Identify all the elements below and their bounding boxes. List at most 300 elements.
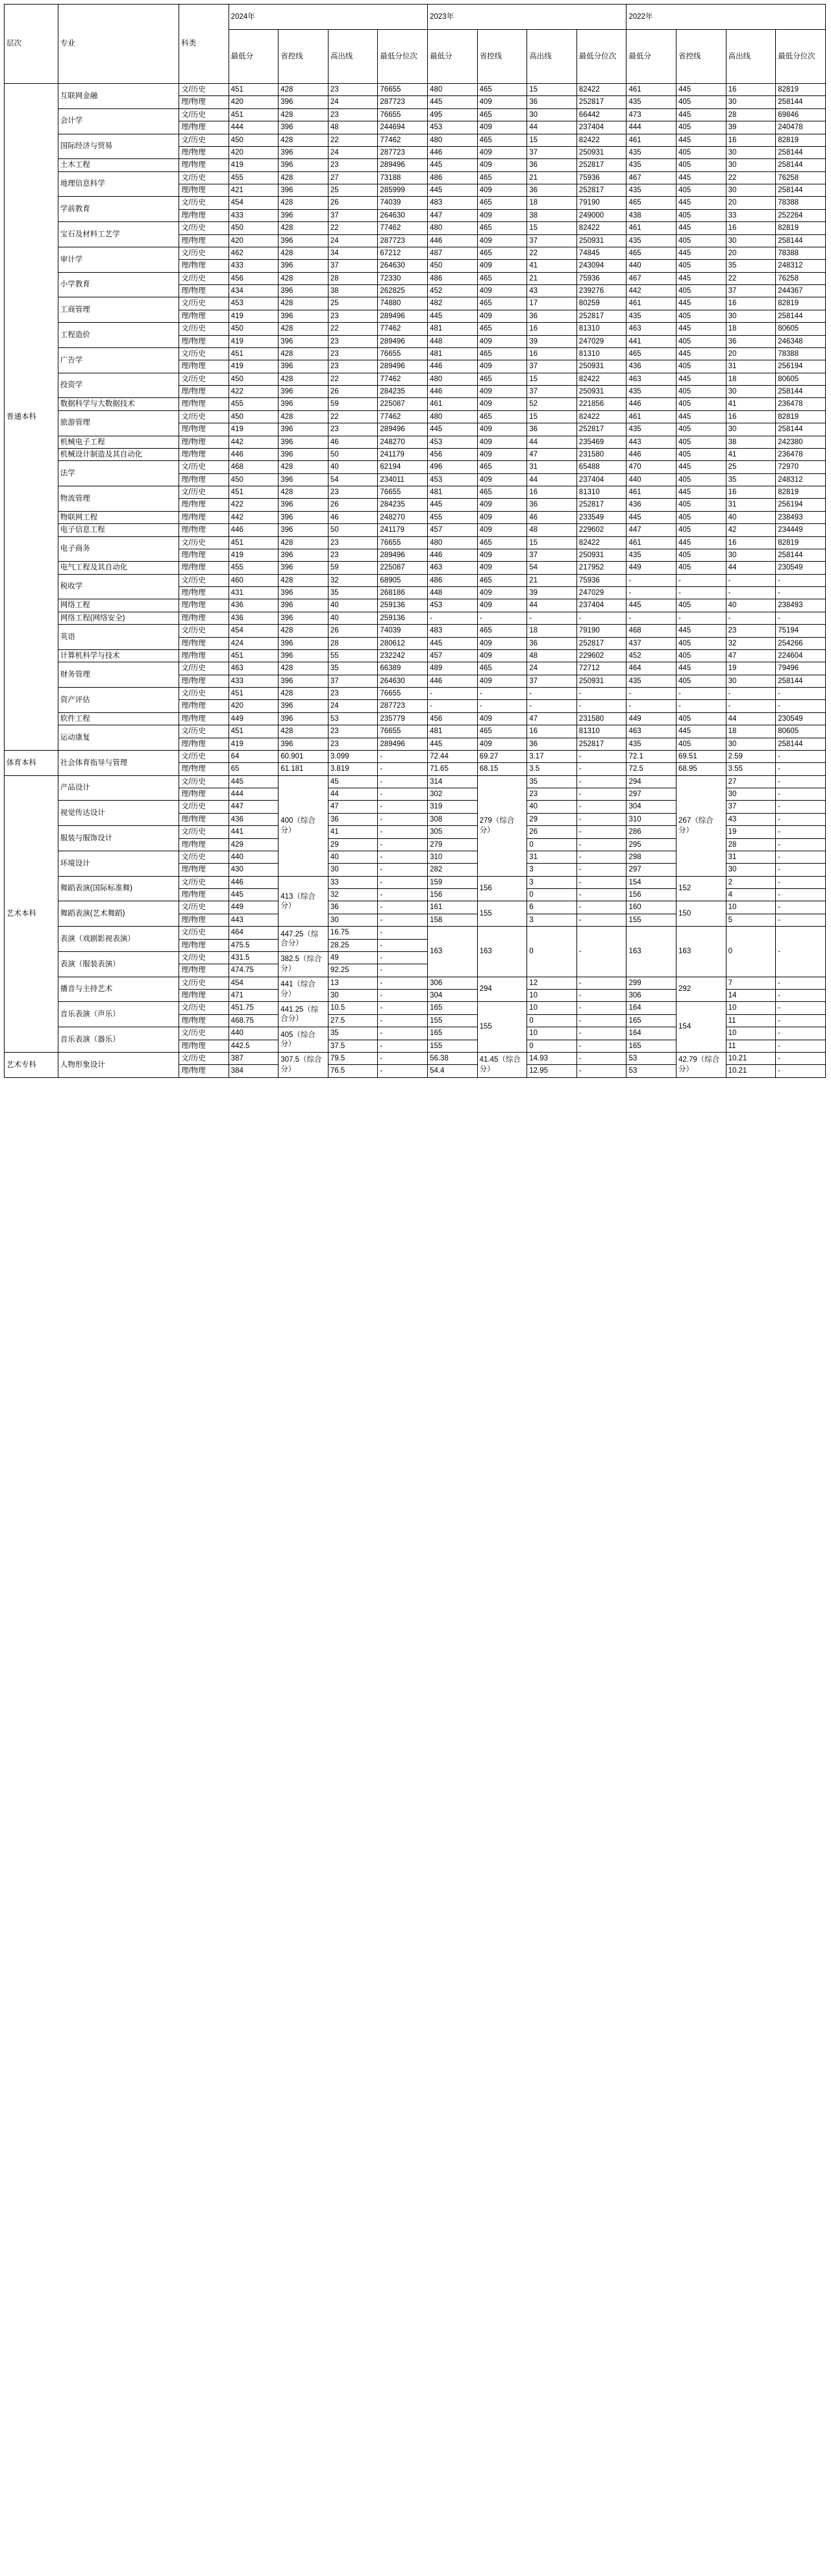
- score-cell: 464: [229, 927, 279, 939]
- score-cell: 44: [726, 712, 776, 725]
- header-over-2022: 高出线: [726, 30, 776, 84]
- score-cell: 23: [328, 486, 378, 499]
- table-row: [5, 486, 826, 499]
- score-cell: 461: [626, 134, 676, 146]
- score-cell: -: [378, 813, 428, 825]
- score-cell: 53: [626, 1065, 676, 1077]
- score-cell: -: [527, 612, 577, 624]
- table-row: [5, 511, 826, 523]
- score-cell: 467: [626, 171, 676, 184]
- score-cell: 445: [676, 108, 726, 121]
- major-name: 视觉传达设计: [58, 801, 179, 826]
- score-cell: 37: [726, 801, 776, 813]
- score-cell: 481: [428, 323, 478, 335]
- score-cell: -: [577, 788, 626, 801]
- score-cell: 52: [527, 398, 577, 410]
- score-cell: 457: [428, 649, 478, 662]
- subject-cell: 文/历史: [179, 272, 229, 284]
- score-cell: 481: [428, 347, 478, 360]
- score-cell: 248270: [378, 511, 428, 523]
- score-cell: -: [378, 838, 428, 851]
- subject-cell: 文/历史: [179, 1027, 229, 1040]
- score-cell: 435: [626, 310, 676, 322]
- score-cell: 486: [428, 171, 478, 184]
- score-cell: 289496: [378, 549, 428, 561]
- score-cell: 461: [626, 410, 676, 423]
- score-cell: 16: [726, 410, 776, 423]
- score-cell: 15: [527, 536, 577, 549]
- score-cell: 465: [477, 461, 527, 473]
- score-cell: 46: [527, 511, 577, 523]
- score-cell: 77462: [378, 373, 428, 385]
- score-cell: 449: [626, 712, 676, 725]
- score-cell: 264630: [378, 209, 428, 221]
- score-cell: 405: [676, 549, 726, 561]
- score-cell: 82819: [776, 486, 826, 499]
- score-cell: 37: [328, 260, 378, 272]
- score-cell: 409: [477, 712, 527, 725]
- score-cell: 396: [279, 159, 329, 171]
- score-cell: 250931: [577, 675, 626, 687]
- score-cell: 26: [328, 386, 378, 398]
- score-cell: 409: [477, 511, 527, 523]
- score-cell: 12: [527, 977, 577, 989]
- subject-cell: 理/物理: [179, 121, 229, 134]
- score-cell: 16: [527, 725, 577, 738]
- score-cell: 35: [328, 587, 378, 599]
- score-cell: 36: [328, 813, 378, 825]
- score-cell: 76655: [378, 725, 428, 738]
- score-cell: 396: [279, 310, 329, 322]
- score-cell: 396: [279, 712, 329, 725]
- score-cell: 455: [229, 562, 279, 574]
- score-cell: 76655: [378, 688, 428, 700]
- score-cell: 451: [229, 347, 279, 360]
- score-cell: 405: [676, 649, 726, 662]
- prov-line-2022: 150: [676, 901, 726, 927]
- subject-cell: 文/历史: [179, 108, 229, 121]
- score-cell: 446: [428, 146, 478, 158]
- score-cell: 3.55: [726, 763, 776, 775]
- score-cell: 483: [428, 625, 478, 637]
- score-cell: 453: [428, 473, 478, 486]
- score-cell: 7: [726, 977, 776, 989]
- score-cell: 258144: [776, 738, 826, 750]
- table-row: [5, 524, 826, 536]
- score-cell: -: [776, 1014, 826, 1027]
- score-cell: 302: [428, 788, 478, 801]
- score-cell: 289496: [378, 360, 428, 373]
- score-cell: -: [577, 775, 626, 788]
- header-row-years: [5, 5, 826, 30]
- score-cell: 422: [229, 499, 279, 511]
- score-cell: 405: [676, 360, 726, 373]
- score-cell: 419: [229, 423, 279, 436]
- subject-cell: 文/历史: [179, 826, 229, 838]
- score-cell: -: [577, 876, 626, 888]
- score-cell: 405: [676, 260, 726, 272]
- score-cell: 20: [726, 247, 776, 259]
- score-cell: 396: [279, 700, 329, 712]
- score-cell: 435: [626, 96, 676, 108]
- major-name: 网络工程(网络安全): [58, 612, 179, 624]
- score-cell: 14.93: [527, 1052, 577, 1064]
- score-cell: 461: [626, 297, 676, 310]
- score-cell: -: [726, 587, 776, 599]
- subject-cell: 理/物理: [179, 675, 229, 687]
- score-cell: 465: [477, 197, 527, 209]
- score-cell: -: [378, 1065, 428, 1077]
- header-year-2023: 2023年: [428, 5, 626, 30]
- prov-line-2024: 447.25（综合分）: [279, 927, 329, 952]
- subject-cell: 理/物理: [179, 712, 229, 725]
- score-cell: -: [776, 574, 826, 586]
- score-cell: 155: [626, 914, 676, 926]
- score-cell: 10: [527, 1027, 577, 1040]
- subject-cell: 理/物理: [179, 499, 229, 511]
- table-row: [5, 927, 826, 939]
- score-cell: 73188: [378, 171, 428, 184]
- header-year-2024: 2024年: [229, 5, 427, 30]
- min-2023: 163: [428, 927, 478, 977]
- score-cell: 21: [527, 574, 577, 586]
- score-cell: -: [577, 1065, 626, 1077]
- score-cell: 481: [428, 725, 478, 738]
- score-cell: 450: [229, 134, 279, 146]
- score-cell: 405: [676, 712, 726, 725]
- score-cell: 82819: [776, 536, 826, 549]
- score-cell: 405: [676, 209, 726, 221]
- subject-cell: 理/物理: [179, 511, 229, 523]
- major-name: 机械电子工程: [58, 436, 179, 448]
- subject-cell: 理/物理: [179, 964, 229, 977]
- table-row: [5, 410, 826, 423]
- level-yishu-zhuan: 艺术专科: [5, 1052, 58, 1077]
- score-cell: 10: [726, 1027, 776, 1040]
- major-name: 电子商务: [58, 536, 179, 562]
- header-provline-2022: 省控线: [676, 30, 726, 84]
- score-cell: 396: [279, 209, 329, 221]
- score-cell: 396: [279, 436, 329, 448]
- score-cell: 445: [676, 197, 726, 209]
- score-cell: 69846: [776, 108, 826, 121]
- score-cell: -: [626, 700, 676, 712]
- score-cell: 231580: [577, 712, 626, 725]
- score-cell: 20: [726, 347, 776, 360]
- score-cell: 66442: [577, 108, 626, 121]
- score-cell: 481: [428, 486, 478, 499]
- score-cell: -: [378, 801, 428, 813]
- score-cell: 230549: [776, 712, 826, 725]
- score-cell: 24: [328, 700, 378, 712]
- score-cell: 30: [726, 184, 776, 197]
- major-name: 运动康复: [58, 725, 179, 751]
- score-cell: 77462: [378, 134, 428, 146]
- score-cell: 436: [626, 360, 676, 373]
- score-cell: 64: [229, 750, 279, 762]
- table-row: [5, 398, 826, 410]
- score-cell: 435: [626, 549, 676, 561]
- score-cell: 264630: [378, 260, 428, 272]
- score-cell: 440: [626, 473, 676, 486]
- score-cell: 221856: [577, 398, 626, 410]
- major-name: 社会体育指导与管理: [58, 750, 179, 775]
- score-cell: 76258: [776, 272, 826, 284]
- score-cell: 41: [726, 448, 776, 460]
- score-cell: 468.75: [229, 1014, 279, 1027]
- prov-line-2023: 155: [477, 1002, 527, 1053]
- subject-cell: 理/物理: [179, 436, 229, 448]
- score-cell: 428: [279, 134, 329, 146]
- score-cell: 289496: [378, 738, 428, 750]
- score-cell: 82819: [776, 134, 826, 146]
- prov-line-2023: 163: [477, 927, 527, 977]
- score-cell: 22: [328, 134, 378, 146]
- score-cell: 235779: [378, 712, 428, 725]
- subject-cell: 理/物理: [179, 335, 229, 347]
- major-name: 小学教育: [58, 272, 179, 297]
- score-cell: 463: [626, 725, 676, 738]
- score-cell: -: [776, 750, 826, 762]
- score-cell: 82819: [776, 297, 826, 310]
- score-cell: 26: [527, 826, 577, 838]
- score-cell: -: [378, 927, 428, 939]
- score-cell: 465: [626, 347, 676, 360]
- score-cell: 33: [726, 209, 776, 221]
- score-cell: 451: [229, 84, 279, 96]
- score-cell: 306: [428, 977, 478, 989]
- score-cell: 27.5: [328, 1014, 378, 1027]
- score-cell: 23: [328, 360, 378, 373]
- subject-cell: 文/历史: [179, 347, 229, 360]
- score-cell: 451: [229, 725, 279, 738]
- score-cell: 452: [626, 649, 676, 662]
- score-cell: 77462: [378, 222, 428, 234]
- score-cell: -: [776, 977, 826, 989]
- level-putong: 普通本科: [5, 84, 58, 751]
- score-cell: 258144: [776, 159, 826, 171]
- score-cell: 409: [477, 524, 527, 536]
- score-cell: 428: [279, 373, 329, 385]
- score-cell: 38: [328, 285, 378, 297]
- score-cell: 229602: [577, 649, 626, 662]
- table-row: [5, 373, 826, 385]
- score-cell: 405: [676, 146, 726, 158]
- score-cell: 465: [477, 84, 527, 96]
- score-cell: 44: [726, 562, 776, 574]
- rank-2023: -: [577, 927, 626, 977]
- score-cell: 396: [279, 96, 329, 108]
- score-cell: 405: [676, 448, 726, 460]
- score-cell: 30: [527, 108, 577, 121]
- score-cell: 37: [527, 675, 577, 687]
- score-cell: -: [676, 574, 726, 586]
- subject-cell: 文/历史: [179, 297, 229, 310]
- score-cell: 405: [676, 511, 726, 523]
- score-cell: -: [477, 688, 527, 700]
- score-cell: 30: [328, 864, 378, 876]
- table-header: [5, 5, 826, 84]
- subject-cell: 理/物理: [179, 398, 229, 410]
- subject-cell: 理/物理: [179, 649, 229, 662]
- score-cell: 409: [477, 360, 527, 373]
- score-cell: 53: [328, 712, 378, 725]
- score-cell: 16: [726, 222, 776, 234]
- prov-line-2023: 279（综合分）: [477, 775, 527, 876]
- score-cell: 37: [527, 360, 577, 373]
- score-cell: -: [577, 1040, 626, 1052]
- score-cell: 435: [626, 159, 676, 171]
- score-cell: 405: [676, 184, 726, 197]
- score-cell: 33: [328, 876, 378, 888]
- score-cell: 80605: [776, 323, 826, 335]
- score-cell: 465: [626, 247, 676, 259]
- score-cell: 473: [626, 108, 676, 121]
- score-cell: 22: [328, 373, 378, 385]
- score-cell: 495: [428, 108, 478, 121]
- score-cell: 470: [626, 461, 676, 473]
- subject-cell: 理/物理: [179, 360, 229, 373]
- score-cell: 428: [279, 410, 329, 423]
- score-cell: 409: [477, 398, 527, 410]
- score-cell: 20: [726, 197, 776, 209]
- subject-cell: 理/物理: [179, 587, 229, 599]
- score-cell: 453: [428, 121, 478, 134]
- score-cell: 10: [527, 990, 577, 1002]
- score-cell: 47: [328, 801, 378, 813]
- score-cell: -: [577, 901, 626, 914]
- score-cell: 295: [626, 838, 676, 851]
- score-cell: 79496: [776, 662, 826, 675]
- score-cell: 480: [428, 373, 478, 385]
- score-cell: 158: [428, 914, 478, 926]
- subject-cell: 文/历史: [179, 222, 229, 234]
- score-cell: 436: [229, 599, 279, 612]
- score-cell: 36: [527, 637, 577, 649]
- table-row: [5, 171, 826, 184]
- subject-cell: 理/物理: [179, 738, 229, 750]
- major-name: 审计学: [58, 247, 179, 272]
- score-cell: -: [378, 876, 428, 888]
- score-cell: 72330: [378, 272, 428, 284]
- score-cell: 446: [229, 876, 279, 888]
- score-cell: 38: [726, 436, 776, 448]
- score-cell: 18: [726, 323, 776, 335]
- score-cell: 154: [626, 876, 676, 888]
- score-cell: 442.5: [229, 1040, 279, 1052]
- table-row: [5, 775, 826, 788]
- score-cell: 22: [328, 222, 378, 234]
- score-cell: 428: [279, 486, 329, 499]
- score-cell: 56.38: [428, 1052, 478, 1064]
- table-row: [5, 901, 826, 914]
- header-min-2022: 最低分: [626, 30, 676, 84]
- score-cell: 409: [477, 260, 527, 272]
- score-cell: 409: [477, 675, 527, 687]
- score-cell: 445: [428, 310, 478, 322]
- subject-cell: 文/历史: [179, 84, 229, 96]
- score-cell: 36: [527, 96, 577, 108]
- score-cell: 396: [279, 121, 329, 134]
- score-cell: 428: [279, 461, 329, 473]
- score-cell: 445: [676, 410, 726, 423]
- score-cell: 29: [527, 813, 577, 825]
- score-cell: 486: [428, 272, 478, 284]
- score-cell: 409: [477, 549, 527, 561]
- major-name: 产品设计: [58, 775, 179, 801]
- score-cell: 420: [229, 146, 279, 158]
- subject-cell: 理/物理: [179, 96, 229, 108]
- score-cell: 30: [726, 549, 776, 561]
- score-cell: 449: [229, 712, 279, 725]
- score-cell: 405: [676, 637, 726, 649]
- score-cell: 465: [477, 272, 527, 284]
- score-cell: 428: [279, 108, 329, 121]
- score-cell: 10.21: [726, 1065, 776, 1077]
- subject-cell: 文/历史: [179, 901, 229, 914]
- score-cell: 36: [527, 184, 577, 197]
- score-cell: 453: [229, 297, 279, 310]
- subject-cell: 文/历史: [179, 197, 229, 209]
- score-cell: 297: [626, 864, 676, 876]
- score-cell: 44: [527, 599, 577, 612]
- score-cell: 48: [527, 649, 577, 662]
- score-cell: 409: [477, 649, 527, 662]
- score-cell: 72712: [577, 662, 626, 675]
- score-cell: 31: [726, 499, 776, 511]
- score-cell: 475.5: [229, 939, 279, 951]
- major-name: 舞蹈表演(国际标准舞): [58, 876, 179, 901]
- subject-cell: 理/物理: [179, 234, 229, 247]
- score-cell: 487: [428, 247, 478, 259]
- score-cell: 71.65: [428, 763, 478, 775]
- score-cell: 28: [328, 272, 378, 284]
- table-row: [5, 159, 826, 171]
- table-row: [5, 272, 826, 284]
- score-cell: 164: [626, 1027, 676, 1040]
- score-cell: 405: [676, 285, 726, 297]
- score-cell: 160: [626, 901, 676, 914]
- score-cell: 445: [676, 297, 726, 310]
- score-cell: -: [676, 587, 726, 599]
- subject-cell: 理/物理: [179, 838, 229, 851]
- score-cell: 248270: [378, 436, 428, 448]
- score-cell: 465: [477, 486, 527, 499]
- score-cell: 480: [428, 536, 478, 549]
- score-cell: 405: [676, 96, 726, 108]
- score-cell: -: [527, 688, 577, 700]
- subject-cell: 理/物理: [179, 939, 229, 951]
- score-cell: 441: [626, 335, 676, 347]
- prov-line-2024: 441（综合分）: [279, 977, 329, 1002]
- score-cell: -: [776, 1027, 826, 1040]
- score-cell: 463: [626, 373, 676, 385]
- score-cell: 76655: [378, 108, 428, 121]
- score-cell: -: [776, 914, 826, 926]
- score-cell: 420: [229, 96, 279, 108]
- score-cell: 238493: [776, 599, 826, 612]
- subject-cell: 文/历史: [179, 951, 229, 964]
- score-cell: -: [726, 612, 776, 624]
- score-cell: 480: [428, 84, 478, 96]
- score-cell: -: [577, 889, 626, 901]
- score-cell: 74039: [378, 625, 428, 637]
- score-cell: 446: [428, 360, 478, 373]
- level-tiyu: 体育本科: [5, 750, 58, 775]
- score-cell: 16: [726, 134, 776, 146]
- score-cell: 289496: [378, 159, 428, 171]
- score-cell: -: [776, 612, 826, 624]
